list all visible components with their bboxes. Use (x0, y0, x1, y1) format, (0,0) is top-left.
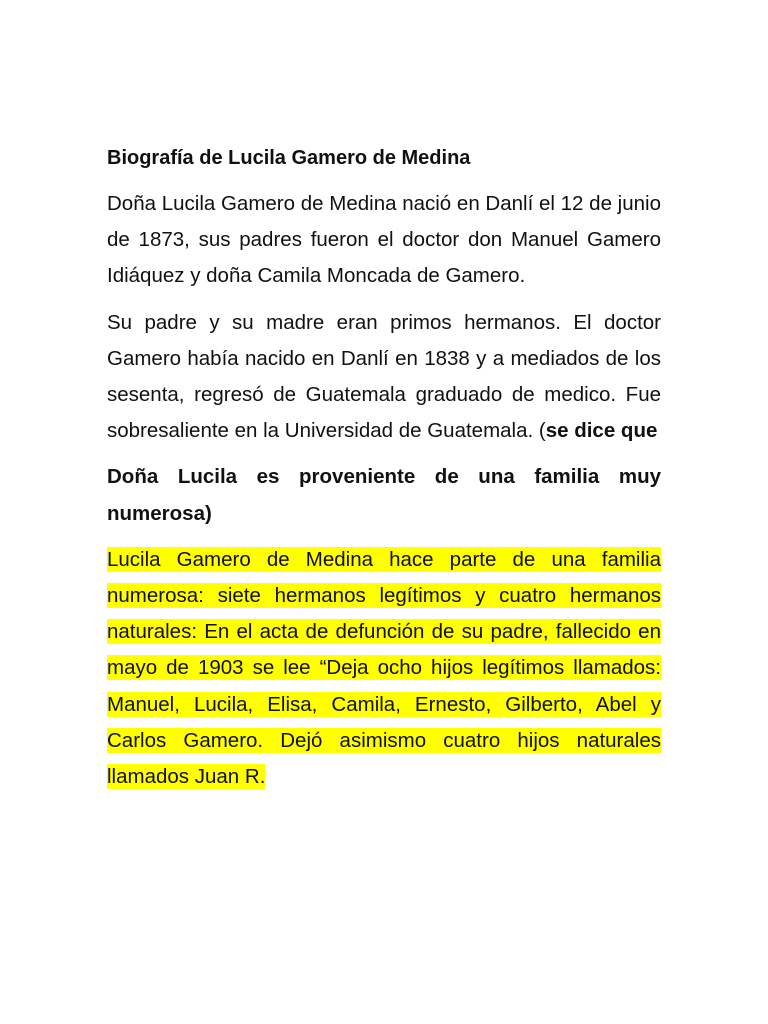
paragraph-father-bold: se dice que (545, 419, 658, 443)
document-body (107, 140, 661, 805)
document-title: Biografía de Lucila Gamero de Medina (107, 147, 471, 169)
paragraph-father-text: Su padre y su madre eran primos hermanos. El doctor Gamero había nacido en Danlí en 1838 y a mediados de los sesenta, regresó de Guatemala graduado de medico. Fue sobresaliente en la Universidad de Guatemala. ( (107, 310, 661, 443)
paragraph-family-note: Doña Lucila es proveniente de una familia muy numerosa) (107, 465, 661, 525)
paragraph-birth: Doña Lucila Gamero de Medina nació en Danlí el 12 de junio de 1873, sus padres fueron el doctor don Manuel Gamero Idiáquez y doña Camila Moncada de Gamero. (107, 192, 661, 288)
paragraph-father (107, 305, 661, 450)
highlighted-text: Lucila Gamero de Medina hace parte de una familia numerosa: siete hermanos legítimos y cuatro hermanos naturales: En el acta de defunción de su padre, fallecido en mayo de 1903 se lee “Deja ocho hijos legítimos llamados: Manuel, Lucila, Elisa, Camila, Ernesto, Gilberto, Abel y Carlos Gamero. Dejó asimismo cuatro hijos naturales llamados Juan R. (107, 547, 661, 789)
paragraph-siblings (107, 542, 661, 795)
